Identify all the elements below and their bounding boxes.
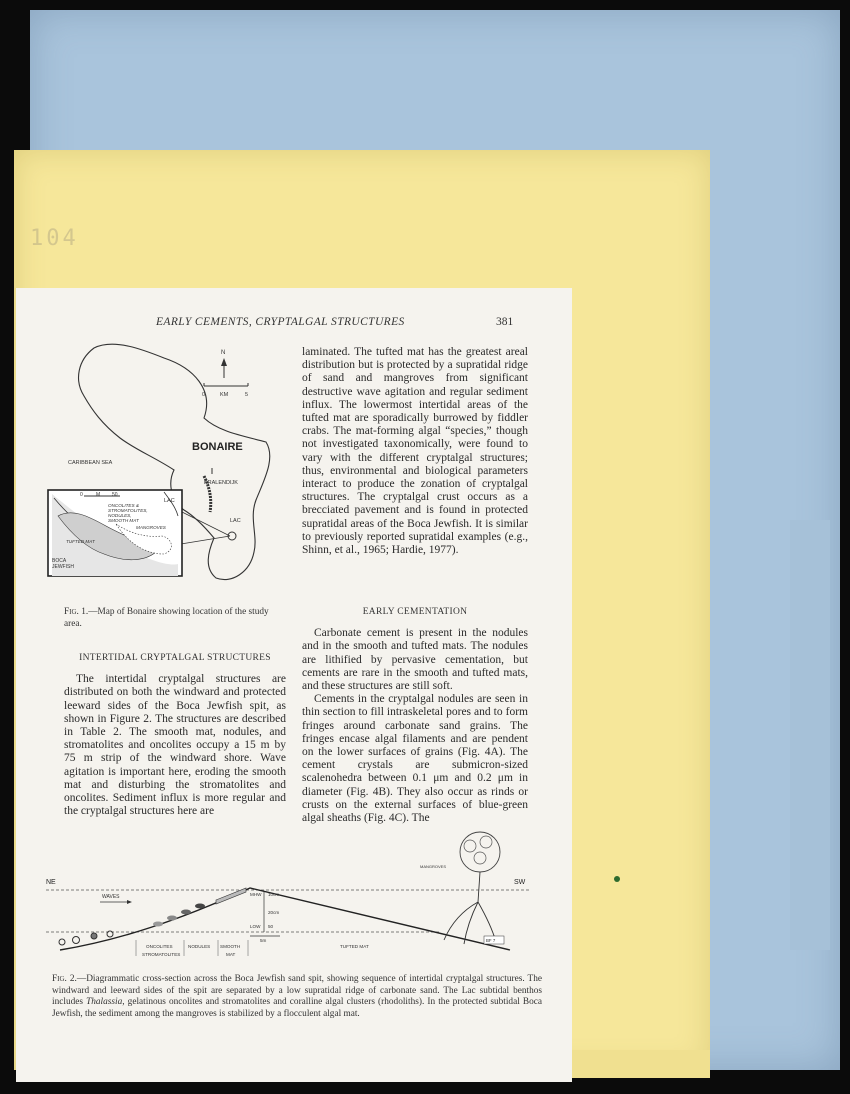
figure-2-caption — [52, 974, 542, 1020]
figure-1-caption-text: —Map of Bonaire showing location of the study area. — [64, 607, 269, 629]
cementation-heading: EARLY CEMENTATION — [362, 607, 468, 617]
island-name: BONAIRE — [192, 441, 243, 453]
waves-label: WAVES — [102, 894, 120, 900]
journal-page — [16, 288, 572, 1082]
mat-zone: MAT — [226, 952, 236, 957]
stromatolites-label: STROMATOLITES, — [108, 508, 148, 513]
scale-bracket — [250, 892, 280, 943]
figure-1-caption — [64, 606, 286, 630]
sea-label: CARIBBEAN SEA — [68, 460, 113, 466]
map-scale-bar — [202, 383, 248, 398]
smooth-mat-label: SMOOTH MAT — [108, 518, 139, 523]
waves-arrow — [100, 894, 132, 904]
tufted-mat-paragraph: laminated. The tufted mat has the greatest areal distribution but is protected by a supratidal ridge of sand and mangroves from significant destructive wave agitation and regular sediment influx. The lowermost intertidal areas of the tufted mat are sporadically burrowed by fiddler crabs. The mat-forming algal “species,” though not investigated taxonomically, were found to vary with the different cryptalgal structures; thus, environmental and biological parameters interact to produce the zonation of cryptalgal structures. The cryptalgal crust occurs as a brecciated pavement and is found in protected supratidal areas of the Boca Jewfish. It is similar to previously reported supratidal examples (e.g., Shinn, et al., 1965; Hardie, 1977). — [302, 346, 528, 557]
oncolites-label: ONCOLITES & — [108, 503, 139, 508]
smooth-zone: SMOOTH — [220, 944, 241, 949]
jewfish-label: JEWFISH — [52, 564, 74, 570]
page-stamp: 104 — [30, 226, 79, 251]
fifty-label: 50 — [268, 924, 274, 929]
zone-labels — [136, 940, 369, 957]
ten-cm-label: 10cm — [268, 892, 280, 897]
stromatolites-zone: STROMATOLITES — [142, 952, 181, 957]
scale-end: 5 — [245, 392, 249, 398]
page-number: 381 — [496, 316, 514, 328]
inset-lac-label: LAC — [164, 498, 175, 504]
five-m-label: 5m — [260, 938, 267, 943]
inset-scale-unit: M — [96, 492, 101, 498]
intertidal-heading: INTERTIDAL CRYPTALGAL STRUCTURES — [79, 653, 271, 663]
sample-tag: BF 7 — [486, 938, 496, 943]
tufted-mat-zone: TUFTED MAT — [340, 944, 369, 949]
low-label: LOW — [250, 924, 261, 929]
blue-folder-tab — [790, 520, 830, 950]
oncolites-symbols — [59, 931, 113, 945]
bonaire-map-figure — [44, 340, 284, 588]
twenty-cm-label: 20cm — [268, 910, 280, 915]
ne-label: NE — [46, 879, 56, 886]
cementation-paragraph-2: Cements in the cryptalgal nodules are seen in thin section to fill intraskeletal pores and to form fringes around carbonate sand grains. The fringes encase algal filaments and are pendent on the lower surfaces of grains (Fig. 4A). The cement crystals are submicron-sized scalenohedra between 0.1 μm and 0.2 μm in diameter (Fig. 4B). They also occur as rinds or crusts on the external surfaces of blue-green algal sheaths (Fig. 4C). The — [302, 693, 528, 825]
green-mark — [614, 876, 620, 882]
north-arrow — [221, 350, 227, 378]
lac-label: LAC — [230, 518, 241, 524]
inset-scale-end: 50 — [112, 492, 118, 498]
mhw-label: MHW — [250, 892, 262, 897]
running-head: EARLY CEMENTS, CRYPTALGAL STRUCTURES — [156, 316, 405, 328]
cross-section-figure — [40, 822, 540, 962]
intertidal-paragraph: The intertidal cryptalgal structures are distributed on both the windward and protected leeward sides of the Boca Jewfish spit, as shown in Figure 2. The structures are described in Table 2. The smooth mat, nodules, and stromatolites and oncolites occupy a 15 m by 75 m strip of the windward shore. Wave agitation is important here, eroding the smooth mat and disturbing the stromatolites and oncolites. Sediment influx is more regular and the cryptalgal structures here are — [64, 673, 286, 818]
figure-2-caption-italic: Thalassia — [86, 997, 123, 1008]
nodules-label: NODULES, — [108, 513, 132, 518]
figure-2-caption-text-2: , gelatinous oncolites and stromatolites and coralline algal clusters (rhodoliths). In the protected subtidal Boca Jewfish, the sediment among the mangroves is stabilized by a flocculent algal mat. — [52, 997, 542, 1019]
scale-start: 0 — [202, 392, 206, 398]
scale-unit: KM — [220, 392, 229, 398]
boca-jewfish-inset — [48, 490, 182, 576]
yellow-paper-edge — [570, 1050, 710, 1078]
left-column — [64, 652, 286, 818]
spit-profile — [60, 888, 510, 950]
tufted-mat-label: TUFTED MAT — [66, 539, 95, 544]
nodules-zone: NODULES — [188, 944, 211, 949]
sw-label: SW — [514, 879, 526, 886]
oncolites-zone: ONCOLITES — [146, 944, 173, 949]
mangroves-label: MANGROVES — [420, 864, 447, 869]
north-label: N — [221, 350, 226, 356]
right-column-top — [302, 346, 528, 557]
inset-scale-start: 0 — [80, 492, 83, 498]
figure-2-caption-text-1: —Diagrammatic cross-section across the Boca Jewfish sand spit, showing sequence of intertidal cryptalgal structures. The windward and leeward sides of the spit are separated by a low supratidal ridge of carbonate sand. The Lac subtidal benthos includes — [52, 974, 542, 1008]
nodule-symbols — [153, 904, 205, 927]
mangroves-label: MANGROVES — [136, 525, 166, 530]
mangrove-tree — [420, 832, 504, 944]
figure-1-caption-prefix: Fig. 1. — [64, 607, 89, 617]
figure-2-caption-prefix: Fig. 2. — [52, 974, 77, 984]
right-column-bottom — [302, 606, 528, 825]
boca-label: BOCA — [52, 558, 67, 564]
cementation-paragraph-1: Carbonate cement is present in the nodules and in the smooth and tufted mats. The nodules are lithified by pervasive cementation, but cements are rare in the smooth and tufted mats, and these structures are still soft. — [302, 627, 528, 693]
town-label: KRALENDIJK — [204, 480, 238, 486]
